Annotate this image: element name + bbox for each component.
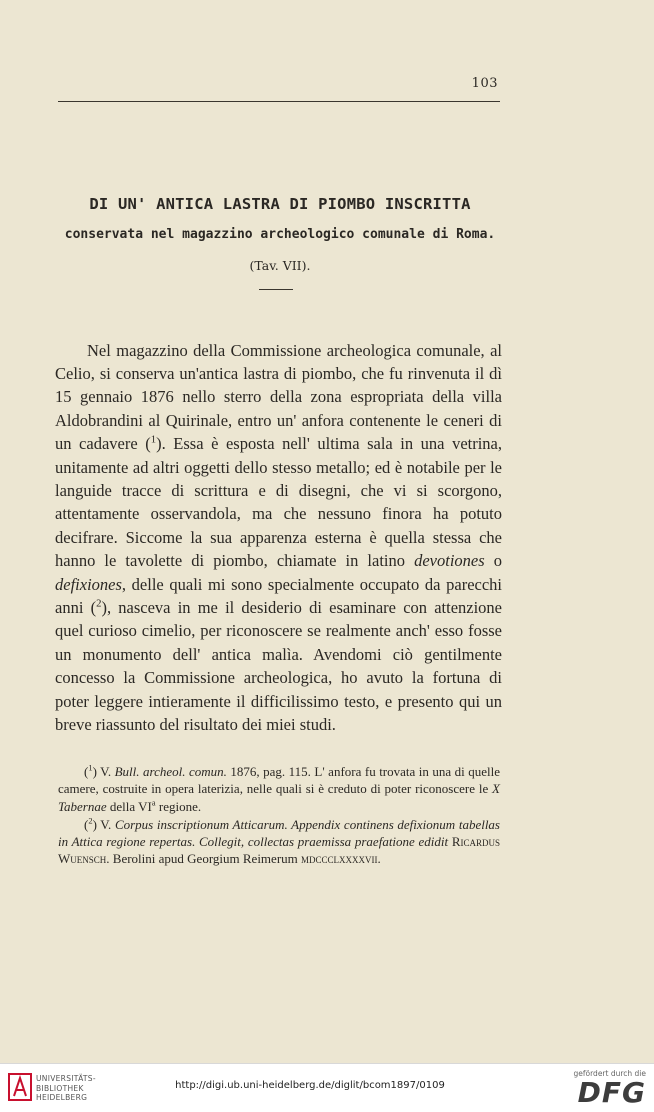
footnote-1-mark: 1 (88, 762, 93, 773)
footnote-2-text-a: ) V. (92, 816, 115, 832)
library-name (36, 1074, 116, 1103)
footnote-2-year: mdccclxxxxvii (301, 851, 378, 867)
library-name-line-3: HEIDELBERG (36, 1093, 88, 1102)
article-title: DI UN' ANTICA LASTRA DI PIOMBO INSCRITTA (89, 195, 471, 213)
body-text-5: ), nasceva in me il desiderio di esaminare con attenzione quel curioso cimelio, per riconoscere se realmente anch' esso fosse un monumento dell' antica malìa. Avendomi ciò gentilmente concesso la Commissione archeologica, ho avuto la fortuna di poter leggere intieramente il difficilissimo testo, e presento qui un breve riassunto del risultato dei miei studi. (55, 597, 503, 734)
footnote-ref-1: 1 (150, 433, 157, 446)
footnote-2: ($^2$) V. Corpus inscriptionum Atticarum. Appendix continens defixionum tabellas in Attica regione repertas. Collegit, collectas praemissa praefatione edidit Ricardus Wuensch. Berolini apud Georgium Reimerum mdccclxxxxvii. (58, 815, 500, 867)
plate-reference: (Tav. VII). (249, 258, 311, 273)
page-number: 103 (471, 76, 498, 91)
footnote-1-text-b: 1876, pag. 115. L' anfora fu trovata in una di quelle camere, costruite in opera laterizia, nelle quali si è creduto di poter riconoscere le (58, 764, 501, 797)
university-library-logo-icon (8, 1072, 32, 1102)
footnote-1-place: X Tabernae (58, 781, 500, 814)
body-paragraph (55, 339, 502, 737)
footnote-1: ($^1$) V. Bull. archeol. comun. 1876, pag. 115. L' anfora fu trovata in una di quelle camere, costruite in opera laterizia, nelle quali si è creduto di poter riconoscere le X Tabernae della $VI^a$ regione. (58, 762, 501, 814)
footnote-2-text-d: . (377, 851, 381, 867)
body-text-2: ). Essa è esposta nell' ultima sala in una vetrina, unitamente ad altri oggetti dello stesso metallo; ed è notabile per le languide tracce di scrittura e di disegni, che vi si scorgono, attentamente osservandola, ma che nessuno finora ha potuto decifrare. Siccome la sua apparenza esterna è quella stessa che hanno le tavolette di piombo, chiamate in latino (55, 434, 502, 571)
footnote-ref-2: 2 (96, 597, 102, 610)
article-subtitle: conservata nel magazzino archeologico comunale di Roma. (64, 227, 496, 242)
library-name-line-1: UNIVERSITÄTS- (36, 1074, 96, 1083)
footnote-2-author: Ricardus Wuensch (58, 834, 500, 867)
permalink-url[interactable]: http://digi.ub.uni-heidelberg.de/diglit/bcom1897/0109 (175, 1080, 445, 1091)
footnotes (58, 763, 500, 869)
body-text-3: o (484, 551, 503, 571)
viewer-footer (0, 1063, 654, 1112)
footnote-1-journal: Bull. archeol. comun. (114, 764, 227, 779)
footnote-2-book-title: Corpus inscriptionum Atticarum. Appendix continens defixionum tabellas in Attica regione repertas. Collegit, collectas praemissa praefatione edidit (58, 816, 500, 850)
footnote-1-text-c: della VI (106, 798, 152, 814)
footnote-1-text-a: ) V. (92, 764, 115, 779)
title-divider (259, 289, 293, 290)
dfg-logo: DFG (577, 1076, 646, 1109)
funded-by-label: gefördert durch die (573, 1069, 646, 1078)
footnote-2-text-c: . Berolini apud Georgium Reimerum (106, 851, 302, 867)
term-devotiones: devotiones (414, 551, 485, 571)
footnote-1-superscript: a (151, 797, 156, 808)
header-rule (58, 101, 500, 102)
footnote-2-mark: 2 (88, 815, 93, 826)
library-name-line-2: BIBLIOTHEK (36, 1083, 84, 1093)
body-text-1: Nel magazzino della Commissione archeologica comunale, al Celio, si conserva un'antica lastra di piombo, che fu rinvenuta il dì 15 gennaio 1876 nello sterro della zona espropriata della villa Aldobrandini al Quirinale, entro un' anfora contenente le ceneri di un cadavere ( (55, 340, 502, 454)
footnote-1-text-d: regione. (155, 798, 202, 814)
term-defixiones: defixiones (55, 574, 122, 594)
body-text-4: , delle quali mi sono specialmente occupato da parecchi anni ( (55, 574, 502, 617)
